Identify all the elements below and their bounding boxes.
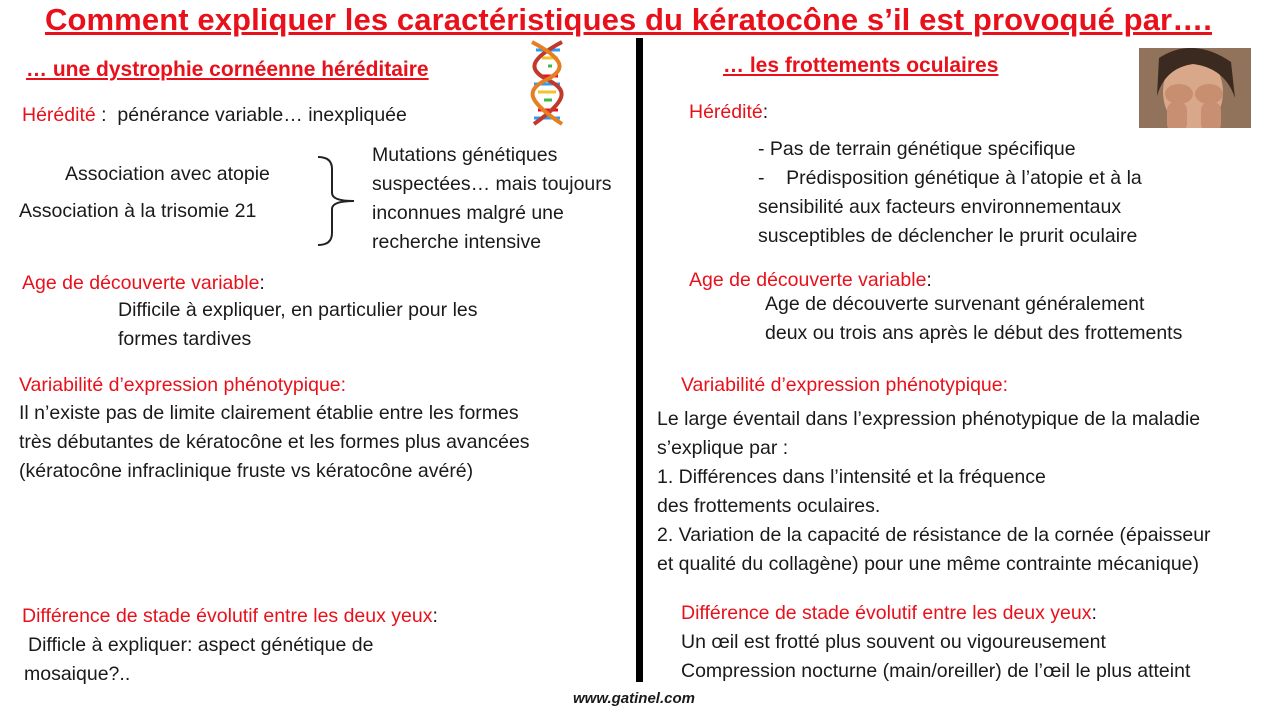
right-age-sep: :	[926, 269, 932, 291]
right-difference-text	[681, 628, 1190, 686]
right-variabilite-line: Le large éventail dans l’expression phénotypique de la maladie	[657, 408, 1201, 430]
right-heredite-heading	[689, 98, 768, 127]
column-divider	[636, 38, 643, 682]
person-rubbing-eyes-photo	[1139, 48, 1251, 128]
footer-url[interactable]: www.gatinel.com	[573, 690, 695, 707]
right-variabilite-line: des frottements oculaires.	[657, 495, 881, 517]
left-heredite-text: pénérance variable… inexpliquée	[117, 104, 407, 126]
right-difference-line: Compression nocturne (main/oreiller) de l’œil le plus atteint	[681, 660, 1191, 682]
right-age-label: Age de découverte variable	[689, 269, 927, 291]
left-variabilite-line: Il n’existe pas de limite clairement établie entre les formes	[19, 402, 519, 424]
right-difference-heading	[681, 599, 1097, 628]
association-atopie: Association avec atopie	[65, 163, 270, 185]
right-difference-label: Différence de stade évolutif entre les deux yeux	[681, 602, 1092, 624]
right-column-header: … les frottements oculaires	[723, 54, 999, 77]
right-difference-line: Un œil est frotté plus souvent ou vigoureusement	[681, 631, 1106, 653]
right-heredite-line: susceptibles de déclencher le prurit oculaire	[758, 225, 1138, 247]
brace-icon	[314, 155, 360, 247]
left-difference-text	[24, 631, 373, 689]
mutations-line: inconnues malgré une	[372, 202, 564, 224]
left-age-sep: :	[259, 272, 265, 294]
right-heredite-label: Hérédité	[689, 101, 763, 123]
left-variabilite-text	[19, 399, 530, 486]
right-difference-sep: :	[1091, 602, 1097, 624]
right-variabilite-label: Variabilité d’expression phénotypique:	[681, 374, 1009, 396]
right-age-line: deux ou trois ans après le début des frottements	[765, 322, 1183, 344]
left-age-text	[118, 296, 478, 354]
left-difference-label: Différence de stade évolutif entre les deux yeux	[22, 605, 433, 627]
left-heredite-label: Hérédité	[22, 104, 96, 126]
left-age-line: Difficile à expliquer, en particulier pour les	[118, 299, 478, 321]
right-heredite-line: - Prédisposition génétique à l’atopie et à la	[758, 167, 1142, 189]
mutations-line: Mutations génétiques	[372, 144, 558, 166]
left-variabilite-line: (kératocône infraclinique fruste vs kératocône avéré)	[19, 460, 474, 482]
mutations-line: recherche intensive	[372, 231, 542, 253]
right-variabilite-line: 2. Variation de la capacité de résistance de la cornée (épaisseur	[657, 524, 1211, 546]
left-age-heading	[22, 269, 265, 298]
right-variabilite-line: s’explique par :	[657, 437, 789, 459]
left-variabilite-label: Variabilité d’expression phénotypique:	[19, 374, 347, 396]
left-heredite-row	[22, 101, 407, 130]
right-variabilite-line: et qualité du collagène) pour une même contrainte mécanique)	[657, 553, 1200, 575]
right-heredite-sep: :	[762, 101, 769, 123]
left-difference-line: Difficle à expliquer: aspect génétique de	[28, 634, 374, 656]
right-heredite-line: sensibilité aux facteurs environnementaux	[758, 196, 1122, 218]
right-variabilite-text	[657, 405, 1211, 579]
right-age-text	[765, 290, 1182, 348]
right-age-line: Age de découverte survenant généralement	[765, 293, 1145, 315]
association-trisomie: Association à la trisomie 21	[19, 200, 257, 222]
right-heredite-text	[758, 135, 1142, 251]
left-age-line: formes tardives	[118, 328, 252, 350]
left-heredite-sep: :	[95, 104, 107, 126]
left-difference-sep: :	[432, 605, 438, 627]
mutations-line: suspectées… mais toujours	[372, 173, 612, 195]
left-column-header: … une dystrophie cornéenne héréditaire	[26, 58, 429, 81]
left-age-label: Age de découverte variable	[22, 272, 260, 294]
mutations-block	[372, 141, 612, 257]
dna-helix-icon	[518, 40, 578, 126]
left-difference-heading	[22, 602, 438, 631]
right-heredite-line: - Pas de terrain génétique spécifique	[758, 138, 1076, 160]
left-variabilite-line: très débutantes de kératocône et les formes plus avancées	[19, 431, 530, 453]
page-title: Comment expliquer les caractéristiques du kératocône s’il est provoqué par….	[45, 2, 1213, 37]
left-difference-line: mosaique?..	[24, 663, 131, 685]
right-variabilite-line: 1. Différences dans l’intensité et la fréquence	[657, 466, 1046, 488]
